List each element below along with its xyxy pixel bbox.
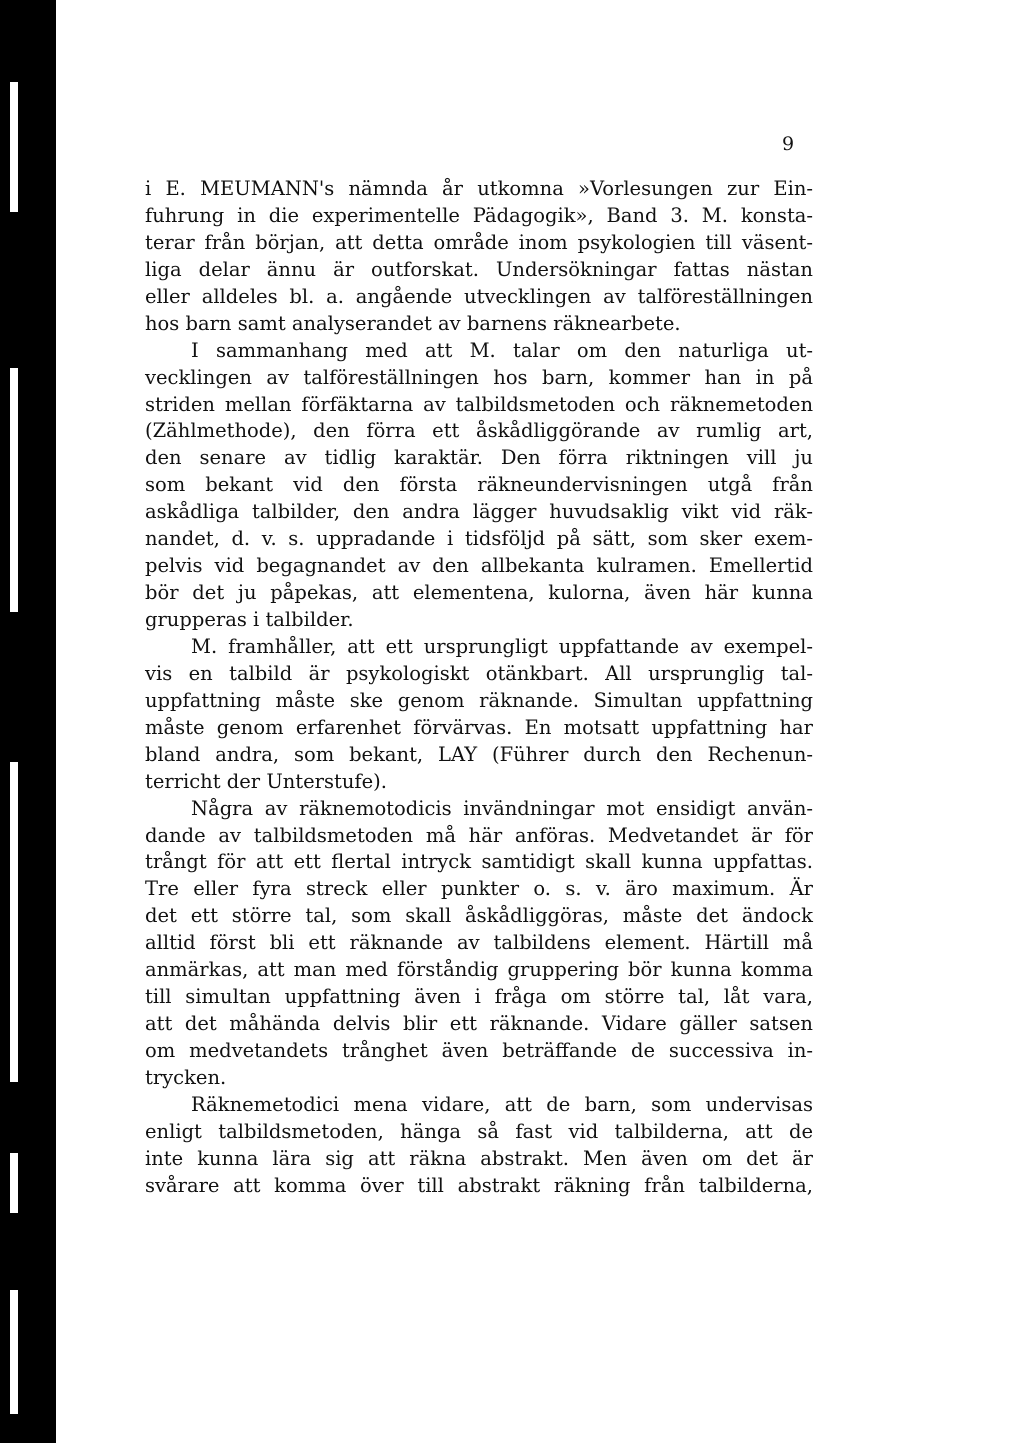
text-line: trångt för att ett flertal intryck samtidigt skall kunna uppfattas. (145, 850, 813, 874)
text-line: terricht der Unterstufe). (145, 769, 387, 793)
text-line: vis en talbild är psykologiskt otänkbart. All ursprunglig tal- (145, 661, 813, 685)
text-line: pelvis vid begagnandet av den allbekanta kulramen. Emellertid (145, 554, 813, 578)
text-line: att det måhända delvis blir ett räknande. Vidare gäller satsen (145, 1012, 813, 1036)
text-line: till simultan uppfattning även i fråga om större tal, låt vara, (145, 985, 813, 1009)
text-line: grupperas i talbilder. (145, 608, 354, 631)
text-line: i E. MEUMANN's nämnda år utkomna »Vorlesungen zur Ein- (145, 177, 813, 200)
text-line: vecklingen av talföreställningen hos barn, kommer han in på (145, 365, 813, 389)
text-line: Några av räknemotodicis invändningar mot ensidigt använ- (191, 796, 813, 820)
text-line: Tre eller fyra streck eller punkter o. s. v. äro maximum. Är (145, 877, 813, 901)
body-text (145, 176, 813, 1200)
text-line: hos barn samt analyserandet av barnens räknearbete. (145, 311, 681, 335)
text-line: eller alldeles bl. a. angående utvecklingen av talföreställningen (145, 284, 813, 308)
text-line: anmärkas, att man med förståndig gruppering bör kunna komma (145, 958, 813, 982)
text-line: I sammanhang med att M. talar om den naturliga ut- (191, 338, 813, 362)
text-line: (Zählmethode), den förra ett åskådliggörande av rumlig art, (145, 419, 813, 443)
text-line: den senare av tidlig karaktär. Den förra riktningen vill ju (145, 446, 813, 470)
scan-edge-mark (10, 82, 18, 212)
text-line: om medvetandets trånghet även beträffande de successiva in- (145, 1039, 813, 1062)
text-line: Räknemetodici mena vidare, att de barn, som undervisas (191, 1092, 813, 1116)
scan-edge-mark (10, 762, 18, 1082)
text-line: uppfattning måste ske genom räknande. Simultan uppfattning (145, 688, 813, 712)
text-line: askådliga talbilder, den andra lägger huvudsaklig vikt vid räk- (145, 500, 813, 524)
text-line: alltid först bli ett räknande av talbildens element. Härtill må (145, 931, 813, 955)
scan-edge-line (878, 9, 954, 11)
text-line: bland andra, som bekant, LAY (Führer durch den Rechenun- (145, 742, 813, 766)
text-line: svårare att komma över till abstrakt räkning från talbilderna, (145, 1173, 813, 1197)
text-line: som bekant vid den första räkneundervisningen utgå från (145, 473, 813, 497)
text-line: M. framhåller, att ett ursprungligt uppfattande av exempel- (191, 634, 813, 658)
text-line: dande av talbildsmetoden må här anföras. Medvetandet är för (145, 823, 813, 847)
text-line: striden mellan förfäktarna av talbildsmetoden och räknemetoden (145, 392, 813, 416)
text-line: bör det ju påpekas, att elementena, kulorna, även här kunna (145, 581, 813, 605)
scan-edge-mark (10, 1290, 18, 1414)
text-line: nandet, d. v. s. uppradande i tidsföljd på sätt, som sker exem- (145, 527, 813, 551)
text-line: måste genom erfarenhet förvärvas. En motsatt uppfattning har (145, 715, 813, 739)
scan-edge-mark (10, 1153, 18, 1213)
scan-edge-line (84, 9, 874, 14)
text-line: liga delar ännu är outforskat. Undersökningar fattas nästan (145, 257, 813, 281)
text-line: terar från början, att detta område inom psykologien till väsent- (145, 230, 813, 254)
scan-edge-mark (10, 368, 18, 612)
text-line: inte kunna lära sig att räkna abstrakt. Men även om det är (145, 1146, 813, 1170)
text-line: det ett större tal, som skall åskådliggöras, måste det ändock (145, 904, 813, 928)
page-number: 9 (782, 133, 795, 155)
text-line: trycken. (145, 1065, 227, 1089)
text-line: fuhrung in die experimentelle Pädagogik», Band 3. M. konsta- (145, 203, 813, 227)
text-line: enligt talbildsmetoden, hänga så fast vid talbilderna, att de (145, 1119, 813, 1143)
